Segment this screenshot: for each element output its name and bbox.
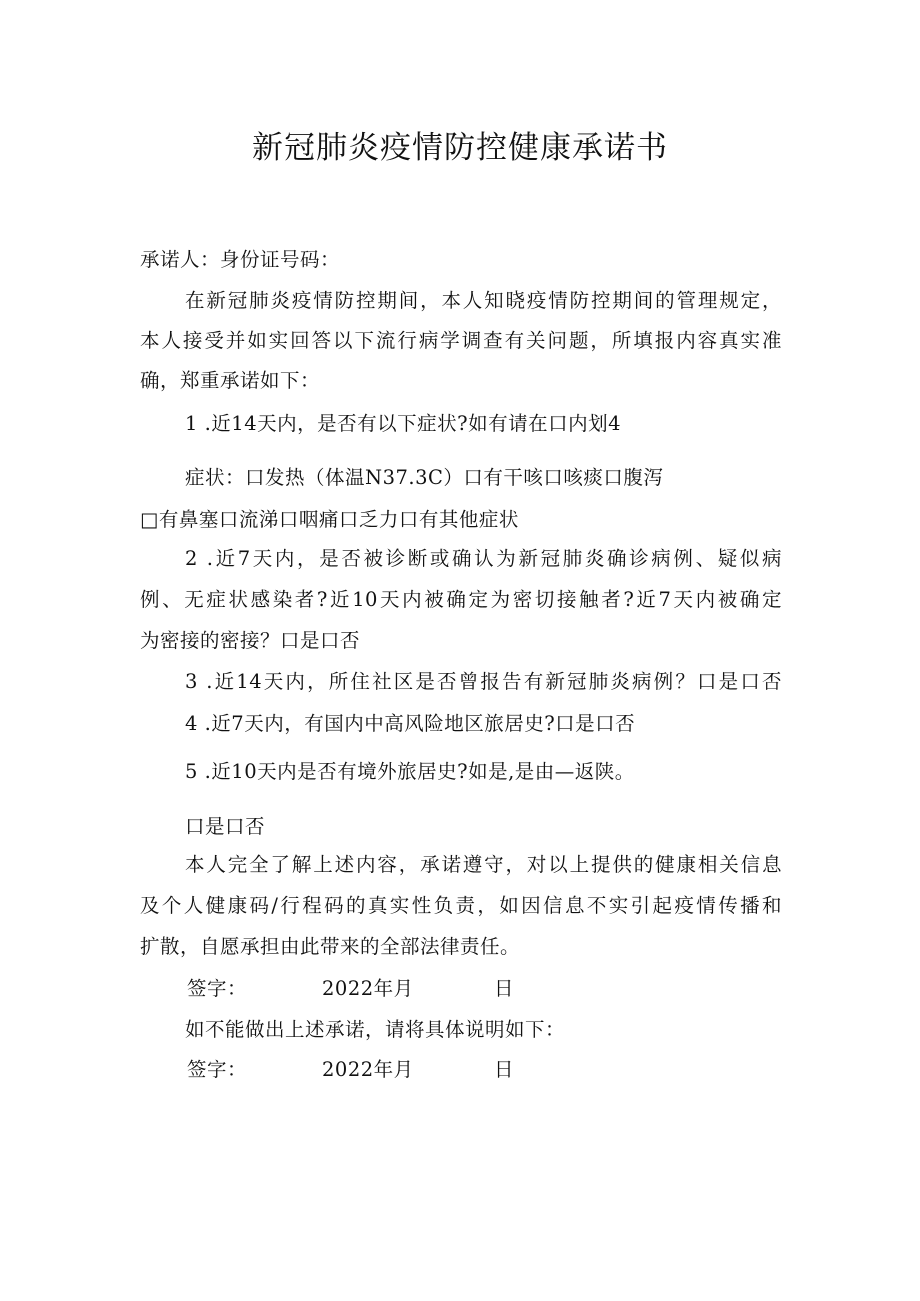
question-2-line-3: 为密接的密接？口是口否 (140, 629, 361, 652)
document-title: 新冠肺炎疫情防控健康承诺书 (252, 130, 668, 166)
closing-paragraph-line-2: 及个人健康码/行程码的真实性负责，如因信息不实引起疫情传播和 (140, 894, 782, 917)
question-2-line-2: 例、无症状感染者?近10天内被确定为密切接触者?近7天内被确定 (140, 588, 782, 611)
signature-date-day-2: 日 (494, 1058, 515, 1081)
question-5-answer: 口是口否 (185, 815, 266, 838)
question-3: 3 .近14天内，所住社区是否曾报告有新冠肺炎病例？口是口否 (185, 670, 782, 693)
signature-date-day: 日 (494, 977, 515, 1000)
question-1: 1 .近14天内，是否有以下症状?如有请在口内划4 (185, 412, 621, 435)
intro-paragraph-line-3: 确，郑重承诺如下： (140, 369, 321, 392)
symptoms-line-2: □有鼻塞口流涕口咽痛口乏力口有其他症状 (140, 508, 519, 531)
question-4: 4 .近7天内，有国内中高风险地区旅居史?口是口否 (185, 712, 636, 735)
symptoms-line-1: 症状：口发热（体温N37.3C）口有干咳口咳痰口腹泻 (185, 466, 664, 489)
signature-date-year-month-2: 2022年月 (322, 1058, 414, 1081)
signature-label: 签字： (187, 977, 248, 1000)
intro-paragraph-line-2: 本人接受并如实回答以下流行病学调查有关问题，所填报内容真实准 (140, 329, 782, 352)
question-5: 5 .近10天内是否有境外旅居史?如是,是由—返陕。 (185, 760, 635, 783)
intro-paragraph-line-1: 在新冠肺炎疫情防控期间，本人知晓疫情防控期间的管理规定， (185, 289, 782, 312)
signature-date-year-month: 2022年月 (322, 977, 414, 1000)
alternative-explanation-note: 如不能做出上述承诺，请将具体说明如下： (185, 1018, 566, 1041)
signature-label-2: 签字： (187, 1058, 248, 1081)
question-2-line-1: 2 .近7天内，是否被诊断或确认为新冠肺炎确诊病例、疑似病 (185, 547, 782, 570)
closing-paragraph-line-1: 本人完全了解上述内容，承诺遵守，对以上提供的健康相关信息 (185, 853, 782, 876)
closing-paragraph-line-3: 扩散，自愿承担由此带来的全部法律责任。 (140, 935, 521, 958)
promiser-line: 承诺人：身份证号码： (140, 248, 341, 271)
